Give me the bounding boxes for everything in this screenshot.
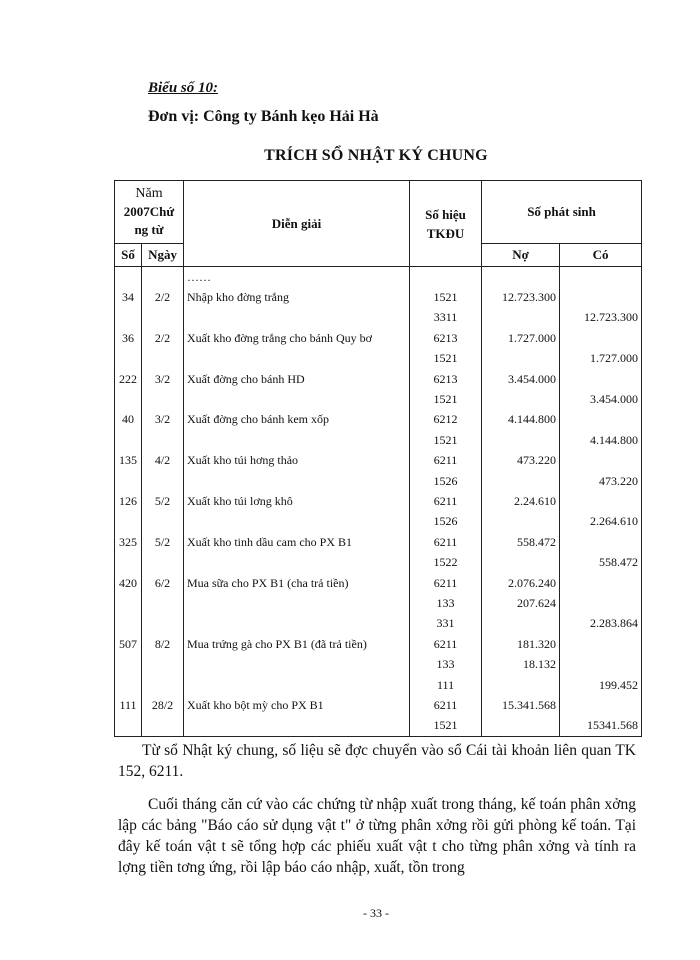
entry-debit	[482, 267, 560, 288]
entry-credit	[560, 573, 642, 593]
table-row	[115, 695, 642, 715]
entry-description: Nhập kho đờng trắng	[184, 287, 410, 307]
entry-debit: 181.320	[482, 634, 560, 654]
entry-credit: 2.283.864	[560, 614, 642, 634]
entry-credit	[560, 451, 642, 471]
entry-date: 2/2	[142, 328, 184, 348]
paragraph-1: Từ sổ Nhật ký chung, số liệu sẽ đợc chuyển vào sổ Cái tài khoản liên quan TK 152, 6211.	[118, 742, 636, 780]
entry-credit: 12.723.300	[560, 308, 642, 328]
entry-account: 6211	[410, 573, 482, 593]
entry-date: 5/2	[142, 532, 184, 552]
entry-description: Xuất kho đờng trắng cho bánh Quy bơ	[184, 328, 410, 348]
entry-number	[115, 267, 142, 288]
entry-credit: 2.264.610	[560, 512, 642, 532]
entry-description	[184, 614, 410, 634]
entry-number	[115, 512, 142, 532]
entry-number	[115, 552, 142, 572]
entry-account: 111	[410, 675, 482, 695]
entry-credit	[560, 328, 642, 348]
entry-debit	[482, 308, 560, 328]
page-number: - 33 -	[363, 906, 389, 920]
form-label: Biểu số 10:	[148, 80, 219, 96]
table-row	[115, 308, 642, 328]
entry-credit: 199.452	[560, 675, 642, 695]
entry-credit: 1.727.000	[560, 349, 642, 369]
entry-credit	[560, 369, 642, 389]
table-row	[115, 471, 642, 491]
entry-number	[115, 471, 142, 491]
entry-description	[184, 654, 410, 674]
entry-description: Xuất kho bột mỳ cho PX B1	[184, 695, 410, 715]
entry-credit: 558.472	[560, 552, 642, 572]
entry-number: 111	[115, 695, 142, 715]
entry-number	[115, 389, 142, 409]
entry-account: 1521	[410, 430, 482, 450]
voucher-header-line3: ng từ	[134, 222, 164, 237]
entry-date: 3/2	[142, 369, 184, 389]
entry-description	[184, 512, 410, 532]
entry-account: 1521	[410, 389, 482, 409]
entry-description	[184, 349, 410, 369]
entry-debit: 2.076.240	[482, 573, 560, 593]
entry-credit	[560, 695, 642, 715]
entry-number: 126	[115, 491, 142, 511]
account-header	[410, 181, 482, 267]
entry-date: 28/2	[142, 695, 184, 715]
entry-date	[142, 675, 184, 695]
page-title: TRÍCH SỔ NHẬT KÝ CHUNG	[264, 147, 488, 164]
entry-debit: 473.220	[482, 451, 560, 471]
entry-debit	[482, 675, 560, 695]
entry-date	[142, 430, 184, 450]
entry-description	[184, 471, 410, 491]
unit-name: Đơn vị: Công ty Bánh kẹo Hải Hà	[148, 108, 379, 125]
table-row	[115, 532, 642, 552]
table-row	[115, 675, 642, 695]
table-row	[115, 430, 642, 450]
entry-description: Xuất kho túi hơng thảo	[184, 451, 410, 471]
entry-account: 6213	[410, 328, 482, 348]
entry-number	[115, 593, 142, 613]
entry-account: 1521	[410, 716, 482, 737]
entry-description: ……	[184, 267, 410, 288]
entry-account: 133	[410, 654, 482, 674]
table-row	[115, 369, 642, 389]
entry-credit	[560, 491, 642, 511]
entry-debit: 1.727.000	[482, 328, 560, 348]
entry-debit	[482, 716, 560, 737]
entry-number	[115, 308, 142, 328]
journal-table	[114, 180, 642, 737]
date-col-header: Ngày	[142, 244, 184, 267]
entry-debit: 207.624	[482, 593, 560, 613]
table-row	[115, 491, 642, 511]
entry-date	[142, 654, 184, 674]
entry-description	[184, 716, 410, 737]
account-header-line2: TKĐU	[426, 225, 465, 241]
entry-number: 40	[115, 410, 142, 430]
account-header-line1: Số hiệu	[425, 206, 466, 222]
entry-credit	[560, 267, 642, 288]
table-row	[115, 349, 642, 369]
entry-account: 1522	[410, 552, 482, 572]
entry-account: 6211	[410, 634, 482, 654]
entry-date	[142, 389, 184, 409]
entry-number	[115, 614, 142, 634]
entry-date: 5/2	[142, 491, 184, 511]
entry-credit	[560, 287, 642, 307]
entry-debit	[482, 389, 560, 409]
entry-debit	[482, 614, 560, 634]
entry-description: Xuất đờng cho bánh HD	[184, 369, 410, 389]
amount-header: Số phát sinh	[482, 181, 642, 244]
entry-account: 6211	[410, 451, 482, 471]
entry-debit	[482, 349, 560, 369]
entry-credit: 4.144.800	[560, 430, 642, 450]
entry-date	[142, 552, 184, 572]
entry-date	[142, 471, 184, 491]
entry-account: 1526	[410, 471, 482, 491]
entry-date: 6/2	[142, 573, 184, 593]
entry-debit: 3.454.000	[482, 369, 560, 389]
table-row	[115, 654, 642, 674]
entry-description	[184, 552, 410, 572]
entry-number: 507	[115, 634, 142, 654]
table-row	[115, 410, 642, 430]
entry-date: 2/2	[142, 287, 184, 307]
table-row	[115, 573, 642, 593]
entry-number: 222	[115, 369, 142, 389]
entry-account: 6213	[410, 369, 482, 389]
entry-credit: 473.220	[560, 471, 642, 491]
entry-description: Mua trứng gà cho PX B1 (đã trả tiền)	[184, 634, 410, 654]
table-row	[115, 634, 642, 654]
entry-account: 6211	[410, 695, 482, 715]
entry-account: 331	[410, 614, 482, 634]
entry-debit: 4.144.800	[482, 410, 560, 430]
credit-col-header: Có	[560, 244, 642, 267]
table-row	[115, 614, 642, 634]
entry-date	[142, 512, 184, 532]
description-header: Diễn giải	[184, 181, 410, 267]
entry-date: 4/2	[142, 451, 184, 471]
table-row	[115, 267, 642, 288]
entry-debit	[482, 512, 560, 532]
voucher-header-line1: Năm	[135, 186, 163, 201]
entry-debit: 18.132	[482, 654, 560, 674]
entry-number: 36	[115, 328, 142, 348]
entry-debit: 12.723.300	[482, 287, 560, 307]
entry-account	[410, 267, 482, 288]
entry-date	[142, 614, 184, 634]
entry-date	[142, 267, 184, 288]
paragraph-2: Cuối tháng căn cứ vào các chứng từ nhập xuất trong tháng, kế toán phân xởng lập các bảng "Báo cáo sử dụng vật t" ở từng phân xởng rồi gửi phòng kế toán. Tại đây kế toán vật t sẽ tổng hợp các phiếu xuất vật t cho từng phân xởng và tính ra lợng tiền tơng ứng, rồi lập báo cáo nhập, xuất, tồn trong	[118, 796, 636, 876]
entry-account: 1521	[410, 287, 482, 307]
entry-description	[184, 430, 410, 450]
entry-number	[115, 675, 142, 695]
entry-date	[142, 349, 184, 369]
entry-description	[184, 593, 410, 613]
entry-date	[142, 716, 184, 737]
entry-description: Xuất đờng cho bánh kem xốp	[184, 410, 410, 430]
voucher-header-line2: 2007Chứ	[123, 204, 175, 219]
entry-credit	[560, 654, 642, 674]
journal-body	[115, 267, 642, 737]
entry-number: 325	[115, 532, 142, 552]
entry-debit	[482, 430, 560, 450]
table-row	[115, 328, 642, 348]
entry-account: 3311	[410, 308, 482, 328]
table-row	[115, 716, 642, 737]
entry-credit	[560, 634, 642, 654]
entry-number	[115, 430, 142, 450]
number-col-header: Số	[115, 244, 142, 267]
entry-number	[115, 349, 142, 369]
table-row	[115, 552, 642, 572]
entry-number: 135	[115, 451, 142, 471]
table-row	[115, 389, 642, 409]
entry-description	[184, 389, 410, 409]
entry-date: 3/2	[142, 410, 184, 430]
table-row	[115, 593, 642, 613]
entry-account: 6212	[410, 410, 482, 430]
debit-col-header: Nợ	[482, 244, 560, 267]
entry-debit: 15.341.568	[482, 695, 560, 715]
entry-credit: 15341.568	[560, 716, 642, 737]
entry-account: 1526	[410, 512, 482, 532]
entry-number: 34	[115, 287, 142, 307]
entry-account: 1521	[410, 349, 482, 369]
table-row	[115, 512, 642, 532]
entry-credit	[560, 532, 642, 552]
entry-description	[184, 308, 410, 328]
entry-number	[115, 654, 142, 674]
entry-credit	[560, 410, 642, 430]
entry-debit	[482, 471, 560, 491]
entry-debit: 558.472	[482, 532, 560, 552]
entry-credit	[560, 593, 642, 613]
entry-number: 420	[115, 573, 142, 593]
entry-debit: 2.24.610	[482, 491, 560, 511]
entry-date: 8/2	[142, 634, 184, 654]
entry-account: 6211	[410, 491, 482, 511]
entry-credit: 3.454.000	[560, 389, 642, 409]
entry-number	[115, 716, 142, 737]
table-row	[115, 287, 642, 307]
table-row	[115, 451, 642, 471]
voucher-header	[115, 181, 184, 244]
entry-date	[142, 308, 184, 328]
entry-description	[184, 675, 410, 695]
entry-debit	[482, 552, 560, 572]
entry-account: 133	[410, 593, 482, 613]
entry-account: 6211	[410, 532, 482, 552]
entry-date	[142, 593, 184, 613]
entry-description: Xuất kho túi lơng khô	[184, 491, 410, 511]
entry-description: Xuất kho tinh dầu cam cho PX B1	[184, 532, 410, 552]
entry-description: Mua sữa cho PX B1 (cha trả tiền)	[184, 573, 410, 593]
